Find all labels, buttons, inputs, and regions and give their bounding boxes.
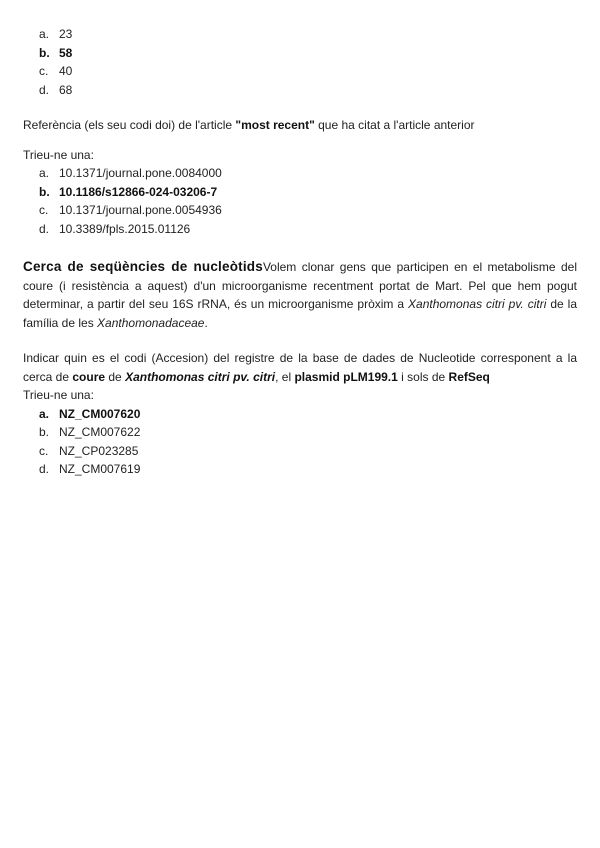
q1-option-c[interactable] [23,62,577,81]
section-intro [23,258,577,332]
q1-option-a[interactable] [23,25,577,44]
q3-keyword-coure: coure [72,369,106,384]
option-text: NZ_CM007620 [59,406,141,421]
section-heading: Cerca de seqüències de nucleòtids [23,259,263,274]
option-letter: b. [39,425,50,439]
intro-species: Xanthomonas citri pv. citri [408,297,547,311]
q3-prompt-text-2: de [105,369,126,384]
q1-options [23,25,577,99]
quiz-review-page [23,0,577,479]
q3-option-c[interactable] [23,442,577,461]
q2-prompt-text: Referència (els seu codi doi) de l'article [23,118,236,132]
intro-family: Xanthomonadaceae [97,315,205,330]
q2-prompt-text-end: que ha citat a l'article anterior [314,118,475,132]
q1-option-d[interactable] [23,81,577,100]
option-text: 23 [59,27,73,41]
intro-text-2: de la família de les [23,297,577,330]
option-letter: a. [39,27,50,41]
option-letter: c. [39,443,49,458]
q3-prompt-text-3: , el [275,369,295,384]
option-letter: b. [39,45,50,60]
option-letter: d. [39,221,50,236]
option-letter: b. [39,184,50,199]
option-text: 40 [59,64,73,78]
q3-plasmid: plasmid pLM199.1 [294,369,398,384]
option-text: 10.1371/journal.pone.0084000 [59,166,222,180]
q2-option-c[interactable] [23,201,577,220]
option-text: 58 [59,45,73,60]
q2-option-b[interactable] [23,183,577,202]
q2-options [23,164,577,238]
option-letter: c. [39,64,49,78]
option-text: 10.3389/fpls.2015.01126 [59,221,191,236]
q3-choose-label: Trieu-ne una: [23,388,94,402]
q3-option-b[interactable] [23,423,577,442]
q3-option-a[interactable] [23,405,577,424]
option-letter: a. [39,406,50,421]
q3-species: Xanthomonas citri pv. citri [125,369,276,384]
intro-text: Volem clonar gens que participen en el metabolisme del coure (i resistència a aquest) d'un microorganisme recentment portat de Mart. Pel que hem pogut determinar, a partir del seu 16S rRNA, és un microorganisme pròxim a [23,260,577,311]
q3-options [23,405,577,479]
option-text: 10.1186/s12866-024-03206-7 [59,184,218,199]
option-text: 10.1371/journal.pone.0054936 [59,203,222,217]
q2-option-d[interactable] [23,220,577,239]
option-text: NZ_CM007619 [59,462,141,476]
q1-option-b[interactable] [23,44,577,63]
q2-prompt [23,116,577,135]
q2-prompt-emphasis: "most recent" [235,118,315,132]
option-letter: a. [39,166,50,180]
intro-text-3: . [204,315,208,330]
option-text: NZ_CP023285 [59,443,139,458]
option-letter: d. [39,462,50,476]
option-text: 68 [59,82,73,97]
q3-prompt [23,349,577,386]
option-letter: c. [39,203,49,217]
q3-option-d[interactable] [23,460,577,479]
option-text: NZ_CM007622 [59,425,141,439]
q2-choose-label: Trieu-ne una: [23,147,94,162]
q3-refseq: RefSeq [448,369,490,384]
q3-prompt-text-4: i sols de [397,369,449,384]
q3-prompt-text: Indicar quin es el codi (Accesion) del registre de la base de dades de Nucleotide corresponent a la cerca de [23,351,577,384]
q2-option-a[interactable] [23,164,577,183]
option-letter: d. [39,82,50,97]
